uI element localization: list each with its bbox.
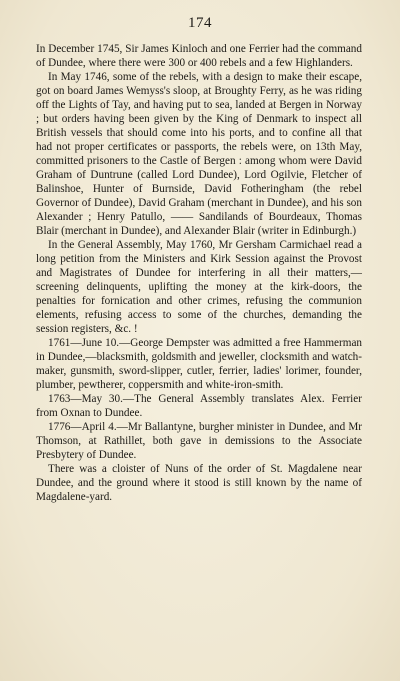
paragraph-1746-rebels-escape: In May 1746, some of the rebels, with a design to make their escape, got on board James Wemyss's sloop, at Broughty Ferry, as he was riding off the Lights of Tay, and having put to sea, landed at Bergen in Norway ; but orders having been given by the King of Denmark to inspect all British vessels that should come into his ports, and to confine all that had not proper certificates or passports, the rebels were, on 13th May, committed prisoners to the Castle of Bergen : among whom were David Graham of Duntrune (called Lord Dundee), Lord Ogilvie, Fletcher of Balinshoe, Hunter of Burnside, David Fotheringham (the rebel Governor of Dundee), David Graham (merchant in Dundee), and his son Alexander ; Henry Patullo, —— Sandilands of Bourdeaux, Thomas Blair (merchant in Dundee), and Alexander Blair (writer in Edinburgh.) [36,71,362,237]
paragraph-1763-ferrier-translation: 1763—May 30.—The General Assembly translates Alex. Ferrier from Oxnan to Dundee. [36,393,362,419]
paragraph-1745-dundee-command: In December 1745, Sir James Kinloch and one Ferrier had the command of Dundee, where there were 300 or 400 rebels and a few Highlanders. [36,43,362,69]
paragraph-1760-general-assembly: In the General Assembly, May 1760, Mr Gersham Carmichael read a long petition from the Ministers and Kirk Session against the Provost and Magistrates of Dundee for interfering in all their matters,—screening delinquents, uplifting the money at the kirk-doors, the penalties for fornication and other crimes, refusing the communion elements, refusing access to some of the churches, demanding the session registers, &c. ! [36,239,362,335]
page-number: 174 [188,15,212,31]
paragraph-magdalene-cloister: There was a cloister of Nuns of the order of St. Magdalene near Dundee, and the ground where it stood is still known by the name of Magdalene-yard. [36,463,362,503]
paragraph-1776-ballantyne: 1776—April 4.—Mr Ballantyne, burgher minister in Dundee, and Mr Thomson, at Rathillet, both gave in demissions to the Associate Presbytery of Dundee. [36,421,362,461]
body-text [36,42,362,504]
paragraph-1761-dempster-hammerman: 1761—June 10.—George Dempster was admitted a free Hammerman in Dundee,—blacksmith, goldsmith and jeweller, clocksmith and watch-maker, gunsmith, sword-slipper, cutler, ferrier, ladies' lorimer, founder, plumber, pewtherer, coppersmith and white-iron-smith. [36,337,362,391]
